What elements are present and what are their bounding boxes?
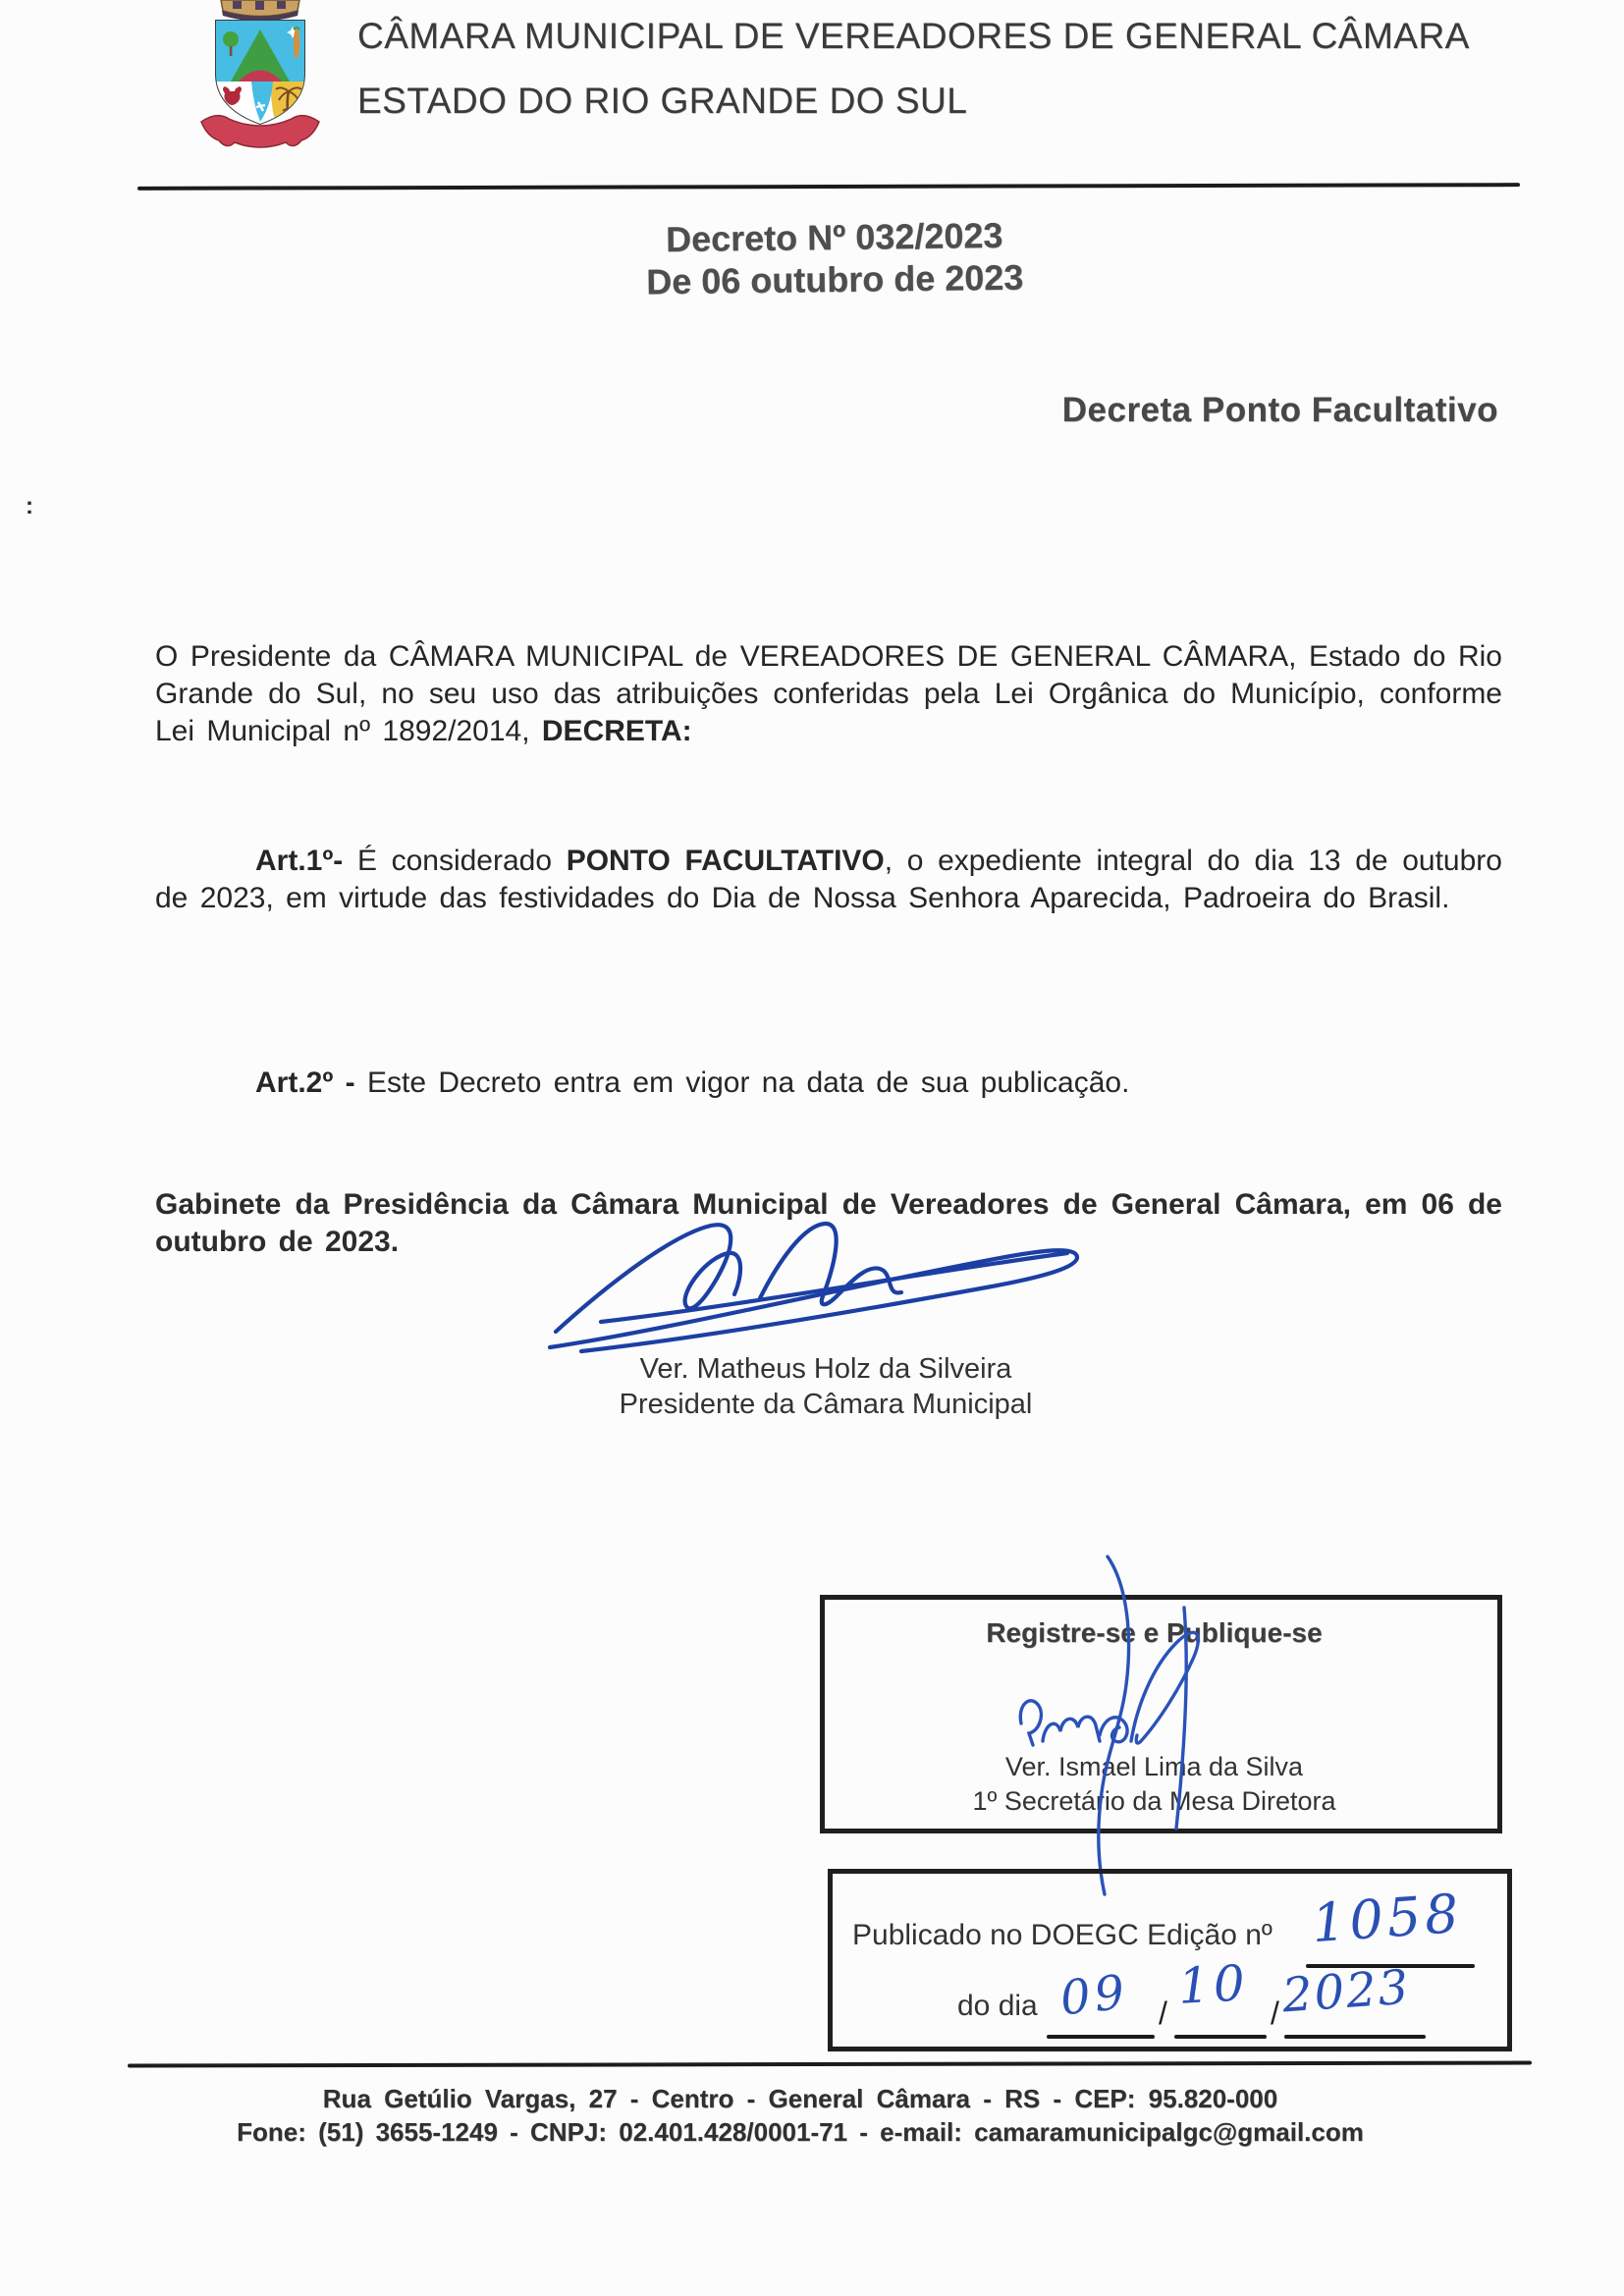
org-state: ESTADO DO RIO GRANDE DO SUL — [357, 81, 968, 121]
date-day-handwritten: 09 — [1057, 1964, 1131, 2027]
date-separator-1: / — [1159, 1995, 1167, 2031]
preamble-paragraph — [155, 638, 1502, 750]
preamble-decreta: DECRETA: — [541, 715, 692, 747]
article-1-label: Art.1º- — [255, 845, 357, 877]
date-year-blank-line — [1284, 2035, 1426, 2039]
article-2-label: Art.2º - — [255, 1066, 367, 1099]
scan-artifact-mark: : — [26, 493, 33, 519]
president-name: Ver. Matheus Holz da Silveira — [639, 1353, 1012, 1385]
date-month-handwritten: 10 — [1176, 1954, 1251, 2015]
decree-subject: Decreta Ponto Facultativo — [1061, 391, 1498, 429]
date-separator-2: / — [1271, 1995, 1279, 2031]
footer-address: Rua Getúlio Vargas, 27 - Centro - General Câmara - RS - CEP: 95.820-000 — [322, 2084, 1278, 2113]
decree-date: De 06 outubro de 2023 — [645, 256, 1024, 302]
date-year-handwritten: 2023 — [1280, 1959, 1412, 2024]
preamble-text: O Presidente da CÂMARA MUNICIPAL de VEREADORES DE GENERAL CÂMARA, Estado do Rio Grande do Sul, no seu uso das atribuições conferidas pela Lei Orgânica do Município, conforme Lei Municipal nº 1892/2014, — [155, 640, 1502, 747]
org-name: CÂMARA MUNICIPAL DE VEREADORES DE GENERAL CÂMARA — [357, 16, 1470, 56]
date-month-blank-line — [1174, 2035, 1267, 2039]
publication-date-label: do dia — [957, 1990, 1038, 2022]
footer-divider — [128, 2061, 1532, 2068]
secretary-role: 1º Secretário da Mesa Diretora — [972, 1786, 1336, 1816]
secretary-signature-ink-icon — [992, 1547, 1247, 1900]
president-role: Presidente da Câmara Municipal — [619, 1389, 1033, 1420]
article-1-paragraph: Art.1º- É considerado PONTO FACULTATIVO, o expediente integral do dia 13 de outubro de 2023, em virtude das festividades do Dia de Nossa Senhora Aparecida, Padroeira do Brasil. — [155, 845, 1502, 914]
closing-paragraph: Gabinete da Presidência da Câmara Municipal de Vereadores de General Câmara, em 06 de outubro de 2023. — [155, 1188, 1502, 1258]
coat-of-arms-icon — [199, 0, 321, 157]
header-divider — [137, 183, 1520, 191]
publication-box — [828, 1869, 1512, 2051]
publication-edition-label: Publicado no DOEGC Edição nº — [852, 1919, 1272, 1951]
footer-contact: Fone: (51) 3655-1249 - CNPJ: 02.401.428/0001-71 - e-mail: camaramunicipalgc@gmail.com — [237, 2117, 1364, 2147]
register-box-title: Registre-se e Publique-se — [986, 1617, 1323, 1648]
decree-number: Decreto Nº 032/2023 — [665, 214, 1003, 260]
article-2-paragraph: Art.2º - Este Decreto entra em vigor na data de sua publicação. — [255, 1066, 1130, 1099]
secretary-name: Ver. Ismael Lima da Silva — [1004, 1752, 1304, 1781]
decree-title — [549, 212, 1119, 303]
president-signature-ink-icon — [542, 1214, 1092, 1361]
edition-handwritten-value: 1058 — [1309, 1882, 1465, 1955]
article-1-emphasis: PONTO FACULTATIVO — [566, 845, 885, 877]
date-day-blank-line — [1047, 2035, 1155, 2039]
